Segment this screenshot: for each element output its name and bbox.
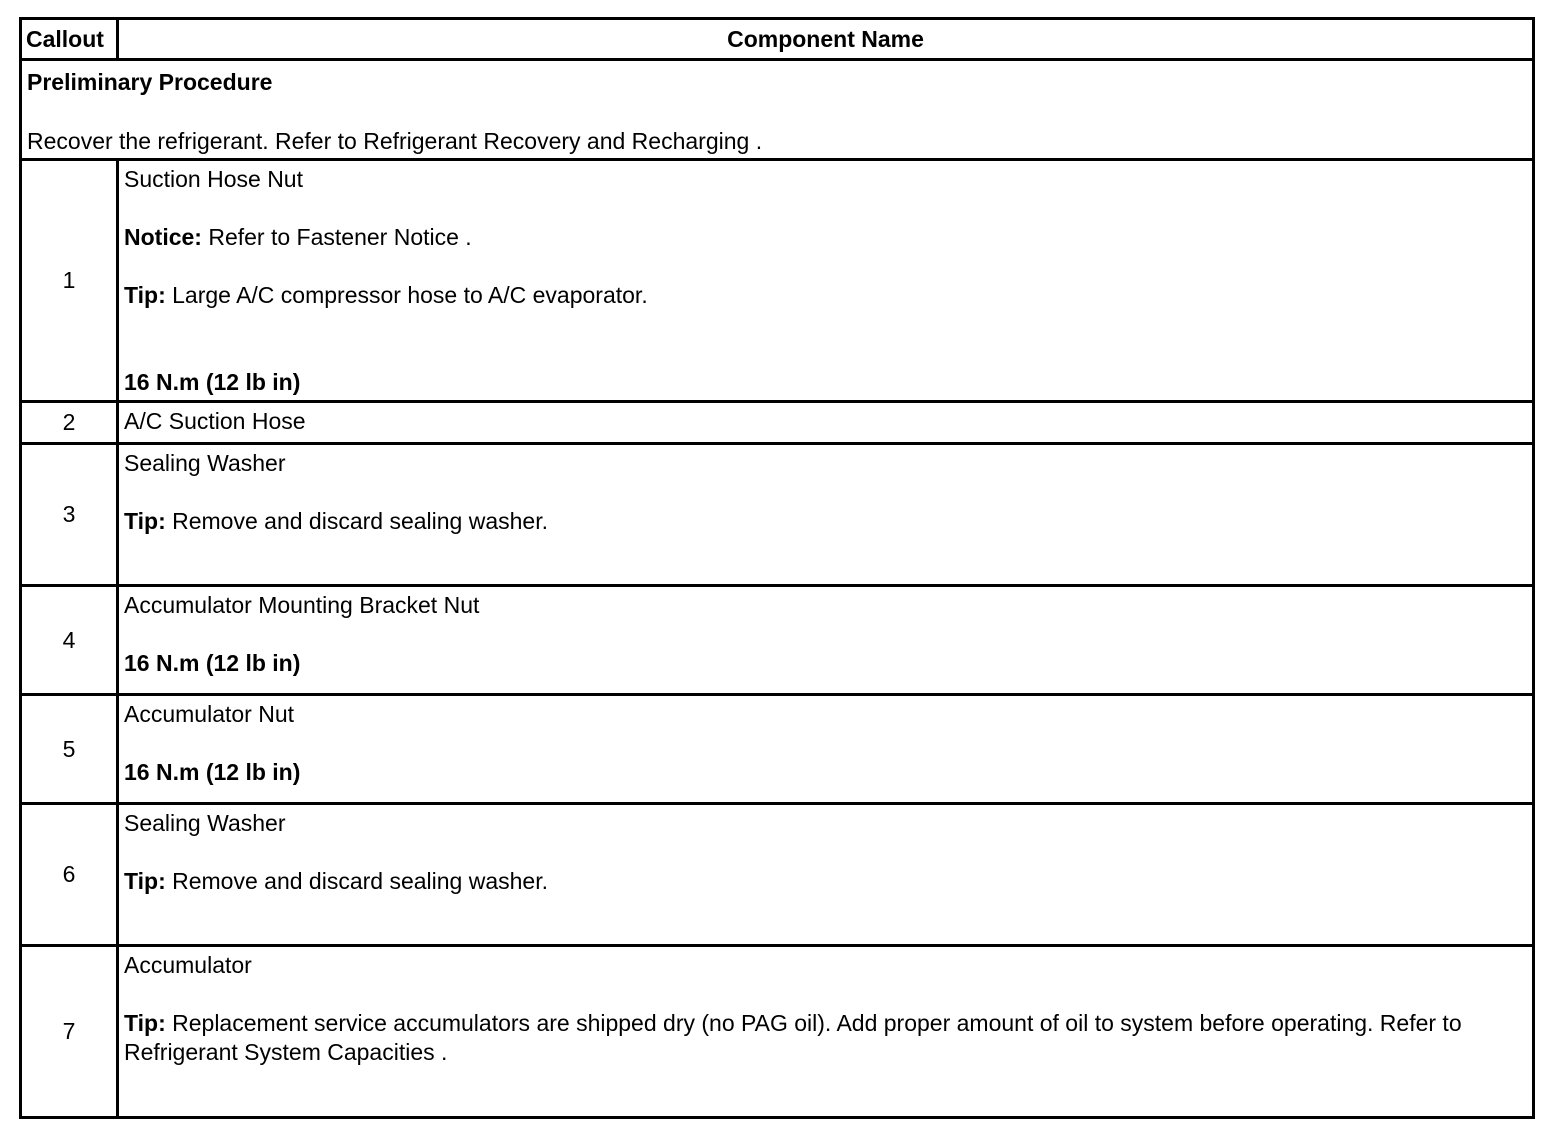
- tip-line: [124, 507, 1527, 536]
- tip-line: [124, 867, 1527, 896]
- torque-spec: 16 N.m (12 lb in): [124, 650, 301, 676]
- component-description: [118, 946, 1534, 1118]
- component-description: [118, 804, 1534, 946]
- tip-text: Replacement service accumulators are shipped dry (no PAG oil). Add proper amount of oil to system before operating. Refer to Refrigerant System Capacities .: [124, 1010, 1462, 1065]
- component-description: [118, 160, 1534, 402]
- component-name: A/C Suction Hose: [124, 408, 306, 434]
- preliminary-procedure-title: Preliminary Procedure: [27, 69, 273, 95]
- tip-label: Tip:: [124, 282, 166, 308]
- component-name: Accumulator Nut: [124, 701, 295, 727]
- preliminary-procedure-cell: [21, 60, 1534, 160]
- tip-line: [124, 1009, 1527, 1067]
- component-name: Accumulator: [124, 952, 252, 978]
- notice-text: Refer to Fastener Notice .: [208, 224, 472, 250]
- table-row: [21, 946, 1534, 1118]
- tip-text: Remove and discard sealing washer.: [172, 508, 548, 534]
- callout-number: 1: [21, 160, 118, 402]
- table-row: [21, 160, 1534, 402]
- component-description: [118, 402, 1534, 444]
- callout-number: 3: [21, 444, 118, 586]
- callout-number: 4: [21, 586, 118, 695]
- component-name: Suction Hose Nut: [124, 166, 303, 192]
- torque-spec: 16 N.m (12 lb in): [124, 369, 301, 395]
- table-row: [21, 402, 1534, 444]
- tip-text: Large A/C compressor hose to A/C evaporator.: [172, 282, 648, 308]
- tip-text: Remove and discard sealing washer.: [172, 868, 548, 894]
- tip-label: Tip:: [124, 508, 166, 534]
- callout-number: 2: [21, 402, 118, 444]
- tip-label: Tip:: [124, 1010, 166, 1036]
- table-row: [21, 586, 1534, 695]
- table-header-row: [21, 19, 1534, 60]
- component-description: [118, 586, 1534, 695]
- component-table: [19, 17, 1535, 1119]
- table-row: [21, 444, 1534, 586]
- table-row: [21, 804, 1534, 946]
- torque-spec: 16 N.m (12 lb in): [124, 759, 301, 785]
- callout-number: 5: [21, 695, 118, 804]
- tip-label: Tip:: [124, 868, 166, 894]
- component-name: Sealing Washer: [124, 810, 286, 836]
- preliminary-row: [21, 60, 1534, 160]
- component-description: [118, 444, 1534, 586]
- component-description: [118, 695, 1534, 804]
- preliminary-procedure-text: Recover the refrigerant. Refer to Refrigerant Recovery and Recharging .: [27, 128, 763, 154]
- component-name: Accumulator Mounting Bracket Nut: [124, 592, 480, 618]
- callout-column-header: Callout: [21, 19, 118, 60]
- notice-line: [124, 223, 1527, 252]
- callout-number: 6: [21, 804, 118, 946]
- table-row: [21, 695, 1534, 804]
- component-name: Sealing Washer: [124, 450, 286, 476]
- tip-line: [124, 281, 1527, 310]
- callout-number: 7: [21, 946, 118, 1118]
- notice-label: Notice:: [124, 224, 202, 250]
- component-name-column-header: Component Name: [118, 19, 1534, 60]
